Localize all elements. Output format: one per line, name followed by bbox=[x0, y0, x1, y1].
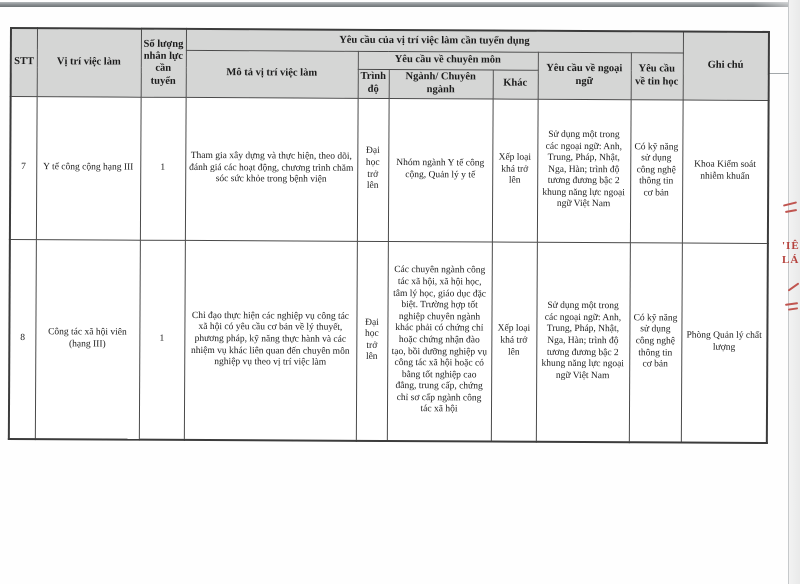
scanner-edge-band bbox=[0, 2, 795, 7]
recruitment-requirements-table-wrap bbox=[8, 27, 768, 444]
red-margin-annotations bbox=[779, 0, 800, 584]
cell-degree: Đại học trở lên bbox=[356, 241, 388, 441]
red-text-fragment: 'IÊ bbox=[782, 240, 800, 252]
recruitment-requirements-table bbox=[8, 27, 770, 444]
group-header-requirements: Yêu cầu của vị trí việc làm cần tuyển dụng bbox=[186, 29, 683, 53]
cell-degree: Đại học trở lên bbox=[357, 98, 389, 241]
col-header-major: Ngành/ Chuyên ngành bbox=[389, 69, 493, 99]
cell-position: Công tác xã hội viên (hạng III) bbox=[35, 239, 140, 440]
red-pen-stroke bbox=[785, 209, 797, 213]
cell-language: Sử dụng một trong các ngoại ngữ: Anh, Trung, Pháp, Nhật, Nga, Hàn; trình độ tương đương bậc 2 khung năng lực ngoại ngữ Việt Nam bbox=[536, 242, 630, 442]
red-pen-stroke bbox=[783, 201, 797, 206]
table-row-8 bbox=[9, 239, 768, 443]
col-header-description: Mô tả vị trí việc làm bbox=[186, 50, 358, 98]
cell-other: Xếp loại khá trở lên bbox=[491, 242, 537, 442]
cell-description: Chỉ đạo thực hiện các nghiệp vụ công tác xã hội có yêu cầu cơ bản về lý thuyết, phương pháp, kỹ năng thực hành và các nhiệm vụ khác liên quan đến chuyên môn nghiệp vụ theo vị trí việc làm bbox=[184, 240, 357, 441]
red-pen-stroke bbox=[785, 302, 798, 305]
cell-informatics: Có kỹ năng sử dụng công nghệ thông tin cơ bản bbox=[630, 99, 683, 242]
cell-quantity: 1 bbox=[139, 240, 185, 440]
red-pen-stroke bbox=[788, 282, 800, 291]
cell-note: Phòng Quản lý chất lượng bbox=[681, 243, 768, 443]
cell-quantity: 1 bbox=[140, 97, 186, 240]
col-header-degree: Trình độ bbox=[358, 69, 389, 98]
table-row-7 bbox=[10, 96, 769, 243]
col-header-language: Yêu cầu về ngoại ngữ bbox=[538, 52, 631, 99]
col-header-informatics: Yêu cầu về tin học bbox=[631, 52, 683, 99]
group-header-professional: Yêu cầu về chuyên môn bbox=[358, 51, 538, 70]
cell-stt: 8 bbox=[9, 239, 36, 439]
cell-language: Sử dụng một trong các ngoại ngữ: Anh, Trung, Pháp, Nhật, Nga, Hàn; trình độ tương đương bậc 2 khung năng lực ngoại ngữ Việt Nam bbox=[537, 99, 631, 242]
col-header-position: Vị trí việc làm bbox=[37, 28, 141, 97]
cell-informatics: Có kỹ năng sử dụng công nghệ thông tin cơ bản bbox=[629, 242, 682, 442]
cell-stt: 7 bbox=[10, 96, 37, 239]
col-header-note: Ghi chú bbox=[683, 32, 769, 100]
col-header-stt: STT bbox=[11, 28, 37, 96]
cell-major: Nhóm ngành Y tế công cộng, Quản lý y tế bbox=[388, 98, 493, 242]
cell-note: Khoa Kiểm soát nhiễm khuẩn bbox=[682, 100, 769, 243]
red-pen-stroke bbox=[788, 307, 798, 310]
red-text-fragment: LÁ bbox=[782, 254, 800, 266]
cell-major: Các chuyên ngành công tác xã hội, xã hội học, tâm lý học, giáo dục đặc biệt. Trường hợp tốt nghiệp chuyên ngành khác phải có chứng chỉ hoặc chứng nhận đào tạo, bồi dưỡng nghiệp vụ công tác xã hội hoặc có bằng tốt nghiệp cao đẳng, trung cấp, chứng chỉ sơ cấp ngành công tác xã hội bbox=[387, 241, 492, 442]
cell-other: Xếp loại khá trở lên bbox=[492, 99, 538, 242]
cell-description: Tham gia xây dựng và thực hiện, theo dõi, đánh giá các hoạt động, chương trình chăm sóc sức khỏe trong bệnh viện bbox=[185, 97, 358, 241]
col-header-other: Khác bbox=[493, 70, 538, 99]
cell-position: Y tế công cộng hạng III bbox=[36, 96, 141, 240]
col-header-quantity: Số lượng nhân lực cần tuyển bbox=[141, 29, 186, 97]
